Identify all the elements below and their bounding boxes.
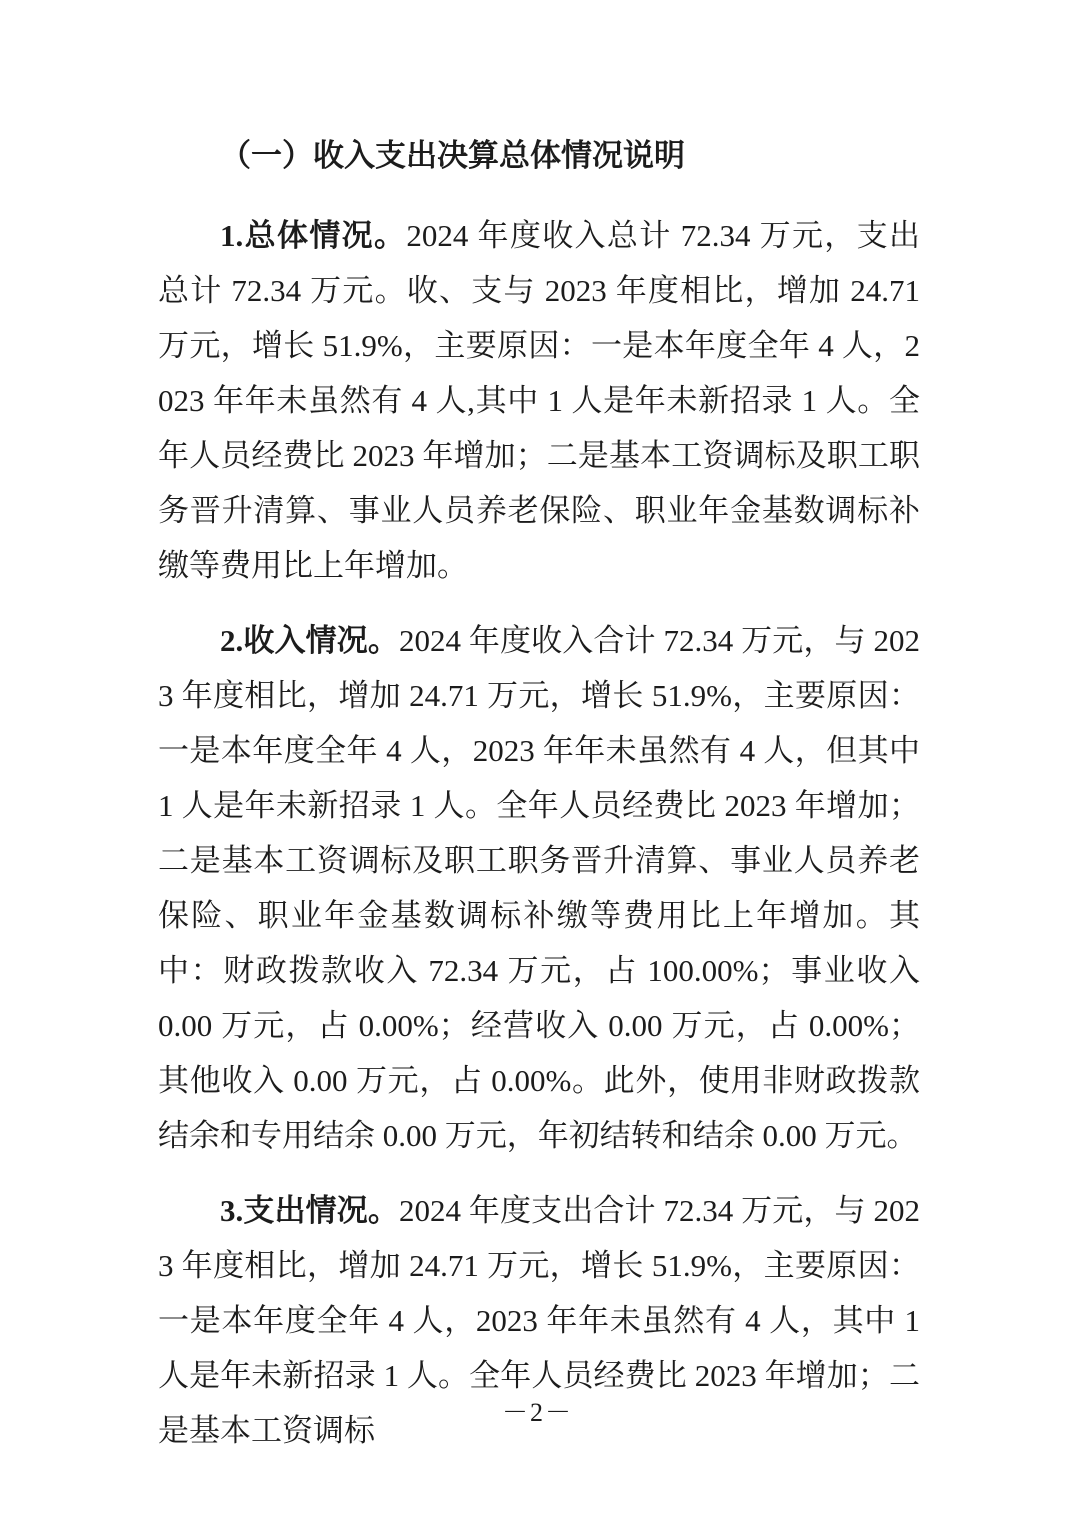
section-heading: （一）收入支出决算总体情况说明	[220, 138, 685, 173]
paragraph-overall-body: 2024 年度收入总计 72.34 万元，支出总计 72.34 万元。收、支与 2023 年度相比，增加 24.71 万元，增长 51.9%，主要原因：一是本年度全年 4 人，2023 年年未虽然有 4 人,其中 1 人是年未新招录 1 人。全年人员经费比 2023 年增加；二是基本工资调标及职工职务晋升清算、事业人员养老保险、职业年金基数调标补缴等费用比上年增加。	[158, 218, 921, 583]
page-number: －2－	[501, 1398, 573, 1427]
paragraph-expenditure-lead: 3.支出情况。	[220, 1193, 399, 1228]
paragraph-overall-lead: 1.总体情况。	[220, 218, 407, 253]
paragraph-income-body: 2024 年度收入合计 72.34 万元，与 2023 年度相比，增加 24.71 万元，增长 51.9%，主要原因：一是本年度全年 4 人，2023 年年未虽然有 4 人，但其中 1 人是年未新招录 1 人。全年人员经费比 2023 年增加；二是基本工资调标及职工职务晋升清算、事业人员养老保险、职业年金基数调标补缴等费用比上年增加。其中：财政拨款收入 72.34 万元，占 100.00%；事业收入 0.00 万元，占 0.00%；经营收入 0.00 万元，占 0.00%；其他收入 0.00 万元，占 0.00%。此外，使用非财政拨款结余和专用结余 0.00 万元，年初结转和结余 0.00 万元。	[158, 623, 920, 1153]
paragraph-income-lead: 2.收入情况。	[220, 623, 399, 658]
page-content	[158, 128, 920, 1478]
paragraph-income	[158, 613, 920, 1163]
paragraph-overall	[158, 208, 920, 593]
paragraph-expenditure-body: 2024 年度支出合计 72.34 万元，与 2023 年度相比，增加 24.71 万元，增长 51.9%，主要原因：一是本年度全年 4 人，2023 年年未虽然有 4 人，其中 1 人是年未新招录 1 人。全年人员经费比 2023 年增加；二是基本工资调标	[158, 1193, 920, 1448]
